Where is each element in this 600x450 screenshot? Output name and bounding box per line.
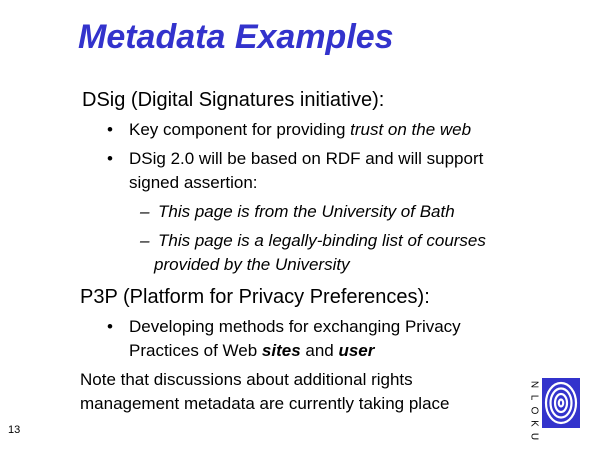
- dsig-sub-2-line2: provided by the University: [154, 255, 350, 274]
- dsig-bullet-2-line1: DSig 2.0 will be based on RDF and will support: [129, 149, 484, 168]
- dsig-bullet-1: [107, 120, 471, 140]
- page-number: 13: [8, 424, 21, 436]
- slide-title: Metadata Examples: [78, 18, 394, 56]
- p3p-bullet-1: [107, 317, 461, 337]
- dsig-bullet-2: [107, 149, 483, 169]
- dsig-sub-2-line1: This page is a legally-binding list of courses: [158, 231, 486, 250]
- logo-letter: K: [528, 420, 540, 427]
- note-line-1: Note that discussions about additional rights: [80, 370, 413, 389]
- dash-marker: –: [140, 231, 150, 250]
- logo-letter: L: [528, 394, 540, 401]
- dsig-bullet-2-line2: signed assertion:: [129, 173, 258, 192]
- logo-letters: [527, 378, 541, 443]
- dsig-sub-1: [140, 202, 455, 222]
- p3p-emphasis-user: user: [338, 341, 375, 360]
- p3p-emphasis-sites: sites: [261, 341, 301, 360]
- bullet-marker: •: [107, 149, 113, 168]
- logo-letter: O: [528, 406, 540, 415]
- dash-marker: –: [140, 202, 150, 221]
- dsig-sub-2: [140, 231, 486, 251]
- dsig-sub-1-text: This page is from the University of Bath: [158, 202, 455, 221]
- logo-letter: U: [528, 432, 540, 441]
- dsig-bullet-1-text: Key component for providing: [129, 120, 351, 139]
- p3p-bullet-1-line2: [129, 341, 374, 361]
- dsig-bullet-1-emphasis: trust on the web: [350, 120, 472, 139]
- p3p-heading: P3P (Platform for Privacy Preferences):: [80, 286, 430, 308]
- p3p-line2-and: and: [300, 341, 339, 360]
- bullet-marker: •: [107, 317, 113, 336]
- bullet-marker: •: [107, 120, 113, 139]
- dsig-heading: DSig (Digital Signatures initiative):: [82, 89, 385, 111]
- p3p-bullet-1-line1: Developing methods for exchanging Privacy: [129, 317, 461, 336]
- note-line-2: management metadata are currently taking place: [80, 394, 450, 413]
- ukoln-logo: [542, 378, 580, 428]
- logo-letter: N: [528, 380, 540, 389]
- p3p-line2-text: Practices of Web: [129, 341, 262, 360]
